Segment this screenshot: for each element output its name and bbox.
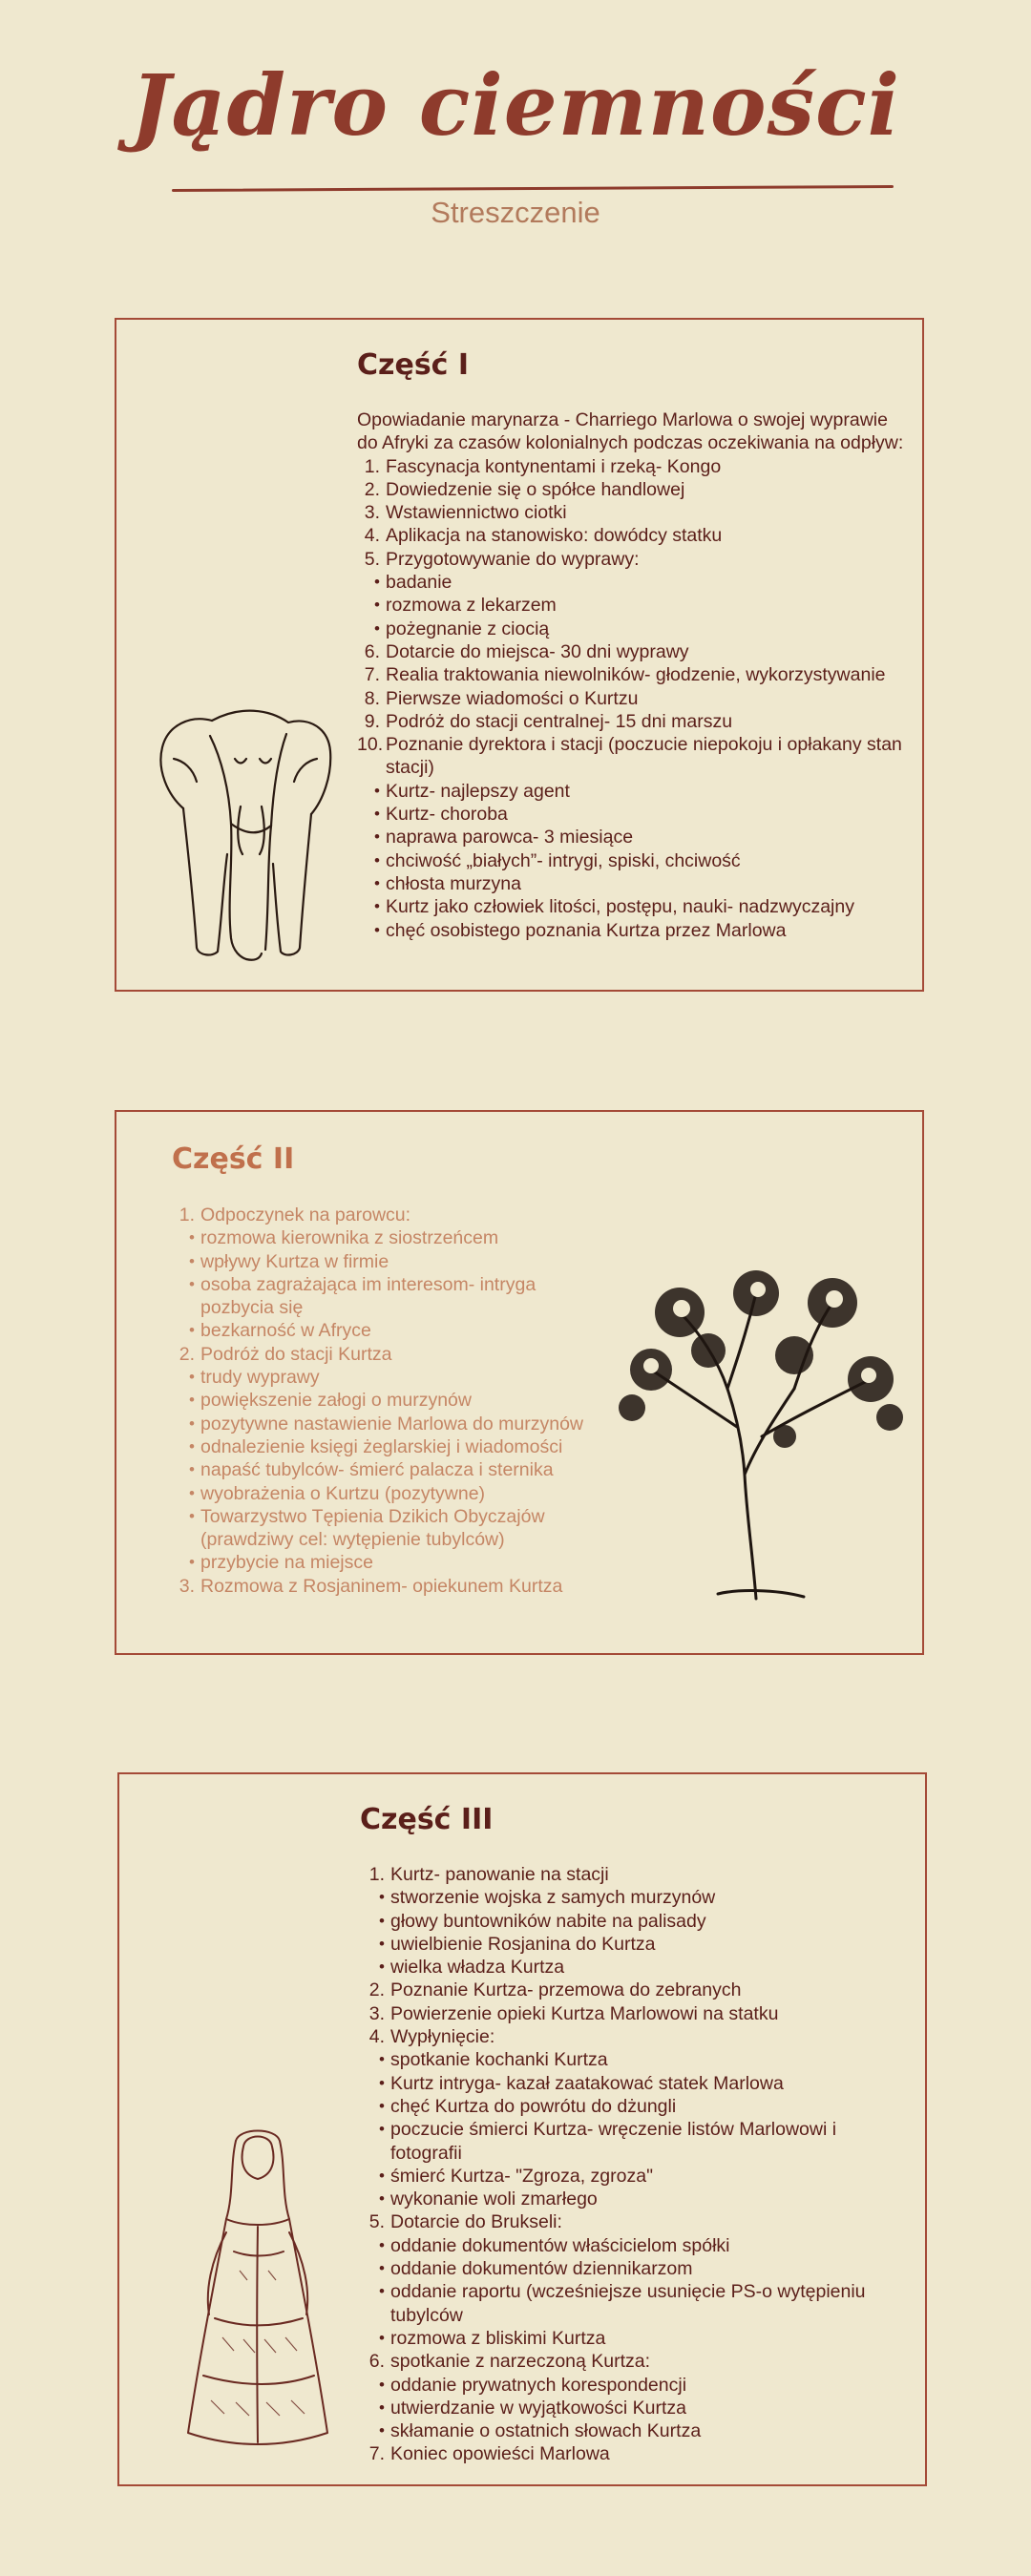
list-marker: • (189, 1436, 195, 1456)
numbered-item (357, 455, 911, 478)
numbered-item (357, 548, 911, 571)
numbered-item (362, 2210, 896, 2233)
list-marker: • (379, 2398, 385, 2417)
numbered-item (357, 733, 911, 780)
title-underline (172, 185, 894, 192)
bullet-item (362, 2048, 896, 2071)
list-marker: 1. (179, 1204, 195, 1225)
bullet-item (362, 1933, 896, 1956)
document-subtitle: Streszczenie (431, 196, 600, 229)
list-item-text: Fascynacja kontynentami i rzeką- Kongo (386, 455, 722, 477)
numbered-item (362, 1979, 896, 2001)
list-item-text: Kurtz intryga- kazał zaatakować statek Marlowa (390, 2072, 784, 2094)
list-marker: 7. (364, 664, 380, 686)
list-marker: • (189, 1274, 195, 1293)
numbered-item (172, 1343, 611, 1366)
bullet-item (362, 2095, 896, 2118)
list-marker: • (374, 827, 380, 847)
list-item-text: oddanie raportu (wcześniejsze usunięcie PS-o wytępieniu tubylców (390, 2281, 866, 2326)
list-marker: 4. (364, 525, 380, 547)
bullet-item (172, 1226, 611, 1249)
list-item-text: Wypłynięcie: (390, 2026, 495, 2048)
bullet-item (172, 1250, 611, 1273)
list-item-text: Podróż do stacji centralnej- 15 dni marszu (386, 710, 733, 732)
list-marker: 9. (364, 710, 380, 732)
section-body (362, 1863, 896, 2466)
list-item-text: Powierzenie opieki Kurtza Marlowowi na statku (390, 2002, 779, 2024)
bullet-item (362, 2165, 896, 2188)
list-marker: • (374, 920, 380, 939)
bullet-item (357, 895, 911, 918)
numbered-item (172, 1575, 611, 1598)
list-marker: 3. (179, 1575, 195, 1597)
list-marker: 6. (364, 640, 380, 662)
list-item-text: Wstawiennictwo ciotki (386, 502, 567, 524)
bullet-item (362, 1886, 896, 1909)
list-item-text: Dowiedzenie się o spółce handlowej (386, 478, 685, 500)
list-item-text: przybycie na miejsce (200, 1552, 373, 1574)
list-item-text: Pierwsze wiadomości o Kurtzu (386, 687, 639, 709)
section-part-1 (115, 318, 924, 992)
bullet-item (172, 1413, 611, 1435)
numbered-item (357, 501, 911, 524)
section-list (172, 1204, 611, 1598)
bullet-item (357, 780, 911, 803)
bullet-item (172, 1319, 611, 1342)
section-part-3 (117, 1772, 927, 2486)
list-marker: • (379, 2120, 385, 2139)
bullet-item (172, 1435, 611, 1458)
list-item-text: spotkanie z narzeczoną Kurtza: (390, 2351, 651, 2373)
bullet-item (357, 594, 911, 617)
list-item-text: badanie (386, 572, 452, 594)
list-item-text: Kurtz- najlepszy agent (386, 780, 570, 802)
list-item-text: naprawa parowca- 3 miesiące (386, 827, 634, 848)
section-heading: Część II (172, 1142, 295, 1176)
list-marker: • (374, 618, 380, 638)
list-marker: 3. (368, 2002, 385, 2024)
list-marker: • (189, 1391, 195, 1410)
bullet-item (362, 1956, 896, 1979)
list-marker: • (189, 1228, 195, 1247)
list-item-text: Kurtz- panowanie na stacji (390, 1864, 609, 1885)
list-marker: 2. (364, 478, 380, 500)
list-marker: • (189, 1321, 195, 1340)
list-marker: • (379, 1911, 385, 1930)
bullet-item (362, 2257, 896, 2280)
bullet-item (357, 919, 911, 942)
list-item-text: stworzenie wojska z samych murzynów (390, 1887, 716, 1909)
section-intro: Opowiadanie marynarza - Charriego Marlowa o swojej wyprawie do Afryki za czasów kolonialnych podczas oczekiwania na odpływ: (357, 409, 904, 454)
list-item-text: Aplikacja na stanowisko: dowódcy statku (386, 525, 723, 547)
list-item-text: utwierdzanie w wyjątkowości Kurtza (390, 2397, 686, 2419)
numbered-item (357, 640, 911, 663)
bullet-item (357, 826, 911, 848)
bullet-item (362, 2072, 896, 2095)
list-marker: • (379, 2375, 385, 2394)
list-marker: 5. (364, 548, 380, 570)
list-item-text: poczucie śmierci Kurtza- wręczenie listów Marlowowi i fotografii (390, 2119, 837, 2164)
list-item-text: oddanie prywatnych korespondencji (390, 2374, 687, 2396)
numbered-item (357, 524, 911, 547)
list-marker: • (379, 2235, 385, 2254)
numbered-item (362, 2025, 896, 2048)
list-item-text: rozmowa kierownika z siostrzeńcem (200, 1227, 499, 1249)
list-item-text: Realia traktowania niewolników- głodzenie, wykorzystywanie (386, 664, 886, 686)
list-item-text: wyobrażenia o Kurtzu (pozytywne) (200, 1482, 486, 1504)
list-item-text: pozytywne nastawienie Marlowa do murzynów (200, 1413, 584, 1435)
document-title: Jądro ciemności (130, 55, 901, 155)
list-item-text: Towarzystwo Tępienia Dzikich Obyczajów (prawdziwy cel: wytępienie tubylców) (200, 1505, 545, 1551)
bullet-item (362, 2374, 896, 2397)
list-marker: • (374, 573, 380, 592)
list-marker: 7. (368, 2443, 385, 2465)
numbered-item (357, 687, 911, 710)
list-marker: • (189, 1506, 195, 1525)
list-marker: • (189, 1553, 195, 1572)
section-list (357, 455, 911, 942)
list-marker: • (379, 1888, 385, 1907)
list-marker: • (374, 596, 380, 615)
list-marker: 2. (368, 1979, 385, 2001)
list-item-text: odnalezienie księgi żeglarskiej i wiadomości (200, 1435, 563, 1457)
bullet-item (362, 2188, 896, 2210)
list-marker: 8. (364, 687, 380, 709)
bullet-item (362, 2118, 896, 2165)
elephant-illustration (155, 702, 336, 964)
list-marker: 3. (364, 502, 380, 524)
bullet-item (172, 1389, 611, 1412)
section-body (172, 1204, 611, 1598)
list-item-text: Dotarcie do miejsca- 30 dni wyprawy (386, 640, 689, 662)
numbered-item (357, 478, 911, 501)
list-item-text: chciwość „białych”- intrygi, spiski, chciwość (386, 849, 741, 871)
bullet-item (357, 872, 911, 895)
bullet-item (362, 1910, 896, 1933)
bullet-item (362, 2234, 896, 2257)
bullet-item (362, 2419, 896, 2442)
list-item-text: wpływy Kurtza w firmie (200, 1250, 389, 1272)
numbered-item (362, 2350, 896, 2373)
list-marker: • (374, 805, 380, 824)
list-marker: 1. (368, 1864, 385, 1885)
list-marker: • (379, 2282, 385, 2301)
list-marker: • (189, 1483, 195, 1502)
section-part-2 (115, 1110, 924, 1655)
bullet-item (357, 849, 911, 872)
list-item-text: wielka władza Kurtza (390, 1957, 565, 1979)
list-marker: • (379, 2421, 385, 2440)
list-item-text: Rozmowa z Rosjaninem- opiekunem Kurtza (200, 1575, 563, 1597)
list-marker: • (189, 1460, 195, 1479)
list-item-text: uwielbienie Rosjanina do Kurtza (390, 1933, 656, 1955)
list-item-text: oddanie dokumentów właścicielom spółki (390, 2234, 730, 2256)
list-marker: 1. (364, 455, 380, 477)
list-item-text: wykonanie woli zmarłego (390, 2189, 598, 2210)
list-item-text: Poznanie dyrektora i stacji (poczucie niepokoju i opłakany stan stacji) (386, 734, 902, 779)
list-marker: • (374, 781, 380, 800)
list-marker: 6. (368, 2351, 385, 2373)
list-marker: 2. (179, 1343, 195, 1365)
bullet-item (172, 1505, 611, 1552)
list-marker: 4. (368, 2026, 385, 2048)
list-item-text: Koniec opowieści Marlowa (390, 2443, 610, 2465)
bullet-item (357, 571, 911, 594)
list-item-text: Poznanie Kurtza- przemowa do zebranych (390, 1979, 742, 2001)
bullet-item (172, 1482, 611, 1505)
list-marker: • (379, 2166, 385, 2185)
list-item-text: trudy wyprawy (200, 1367, 320, 1389)
list-marker: • (189, 1368, 195, 1387)
tree-illustration (594, 1265, 918, 1608)
list-marker: • (379, 2189, 385, 2209)
list-item-text: Kurtz jako człowiek litości, postępu, nauki- nadzwyczajny (386, 896, 854, 918)
bullet-item (357, 618, 911, 640)
list-marker: • (374, 873, 380, 892)
list-item-text: chęć osobistego poznania Kurtza przez Marlowa (386, 919, 787, 941)
numbered-item (362, 2002, 896, 2025)
bullet-item (357, 803, 911, 826)
list-item-text: śmierć Kurtza- "Zgroza, zgroza" (390, 2165, 653, 2187)
list-item-text: Dotarcie do Brukseli: (390, 2211, 562, 2233)
numbered-item (362, 2442, 896, 2465)
section-heading: Część III (360, 1803, 494, 1836)
bullet-item (172, 1273, 611, 1320)
list-item-text: skłamanie o ostatnich słowach Kurtza (390, 2420, 702, 2442)
bullet-item (362, 2397, 896, 2419)
list-marker: 5. (368, 2211, 385, 2233)
list-item-text: chłosta murzyna (386, 872, 521, 894)
list-item-text: rozmowa z lekarzem (386, 595, 557, 617)
section-heading: Część I (357, 348, 470, 382)
list-marker: • (379, 2259, 385, 2278)
list-item-text: napaść tubylców- śmierć palacza i sternika (200, 1459, 554, 1481)
list-marker: • (379, 2073, 385, 2092)
list-marker: • (379, 2050, 385, 2069)
list-marker: • (379, 1958, 385, 1977)
list-marker: • (374, 850, 380, 869)
numbered-item (357, 663, 911, 686)
list-marker: • (379, 2328, 385, 2347)
list-item-text: spotkanie kochanki Kurtza (390, 2049, 608, 2071)
numbered-item (357, 710, 911, 733)
list-marker: • (189, 1414, 195, 1433)
list-item-text: głowy buntowników nabite na palisady (390, 1910, 706, 1932)
list-item-text: Odpoczynek na parowcu: (200, 1204, 411, 1225)
bullet-item (172, 1366, 611, 1389)
numbered-item (362, 1863, 896, 1886)
list-item-text: Podróż do stacji Kurtza (200, 1343, 392, 1365)
list-item-text: osoba zagrażająca im interesom- intryga pozbycia się (200, 1273, 537, 1319)
list-item-text: pożegnanie z ciocią (386, 618, 550, 639)
list-marker: 10. (357, 734, 384, 756)
numbered-item (172, 1204, 611, 1226)
section-list (362, 1863, 896, 2466)
bullet-item (362, 2327, 896, 2350)
list-item-text: Kurtz- choroba (386, 804, 508, 826)
list-item-text: oddanie dokumentów dziennikarzom (390, 2258, 693, 2280)
list-marker: • (379, 2096, 385, 2115)
list-item-text: bezkarność w Afryce (200, 1320, 371, 1342)
list-marker: • (374, 897, 380, 916)
list-item-text: powiększenie załogi o murzynów (200, 1390, 472, 1412)
list-item-text: Przygotowywanie do wyprawy: (386, 548, 640, 570)
list-item-text: rozmowa z bliskimi Kurtza (390, 2327, 606, 2349)
list-marker: • (379, 1934, 385, 1953)
section-body (357, 408, 911, 942)
bullet-item (172, 1551, 611, 1574)
list-marker: • (189, 1251, 195, 1270)
bullet-item (362, 2280, 896, 2327)
woman-illustration (177, 2127, 339, 2452)
list-item-text: chęć Kurtza do powrótu do dżungli (390, 2095, 677, 2117)
bullet-item (172, 1458, 611, 1481)
